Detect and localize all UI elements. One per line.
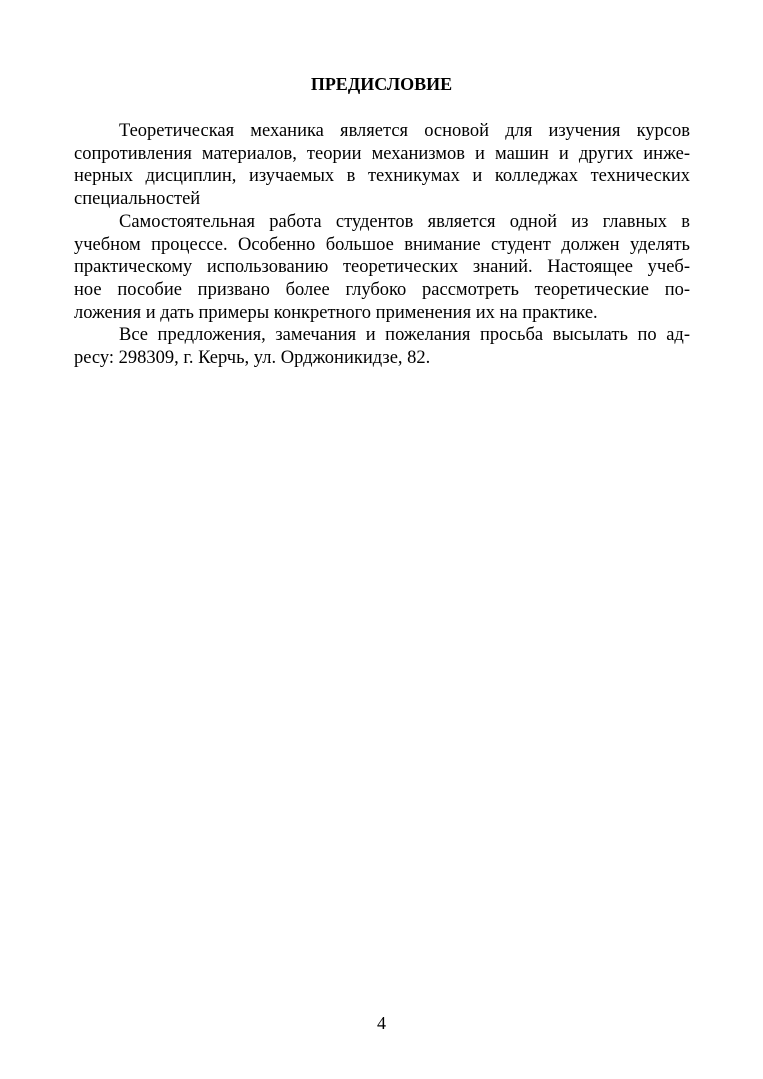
- body-text: [74, 120, 690, 370]
- paragraph-line: Самостоятельная работа студентов является одной из главных в: [119, 211, 690, 232]
- paragraph-2: [74, 211, 690, 325]
- paragraph-line: нерных дисциплин, изучаемых в техникумах и колледжах технических: [74, 166, 690, 187]
- paragraph-3: [74, 324, 690, 369]
- paragraph-line: учебном процессе. Особенно большое внимание студент должен уделять: [74, 234, 690, 255]
- paragraph-line: ное пособие призвано более глубоко рассмотреть теоретические по-: [74, 279, 690, 300]
- paragraph-line: Теоретическая механика является основой для изучения курсов: [119, 121, 690, 141]
- paragraph-1: [74, 120, 690, 211]
- page-title: ПРЕДИСЛОВИЕ: [310, 74, 453, 94]
- paragraph-line: ложения и дать примеры конкретного применения их на практике.: [74, 302, 598, 323]
- paragraph-line: Все предложения, замечания и пожелания просьба высылать по ад-: [119, 325, 690, 346]
- paragraph-line: практическому использованию теоретических знаний. Настоящее учеб-: [74, 257, 690, 278]
- page-number: 4: [377, 1013, 386, 1033]
- paragraph-line: ресу: 298309, г. Керчь, ул. Орджоникидзе, 82.: [74, 348, 431, 369]
- paragraph-line: сопротивления материалов, теории механизмов и машин и других инже-: [74, 143, 690, 164]
- paragraph-line: специальностей: [74, 189, 201, 210]
